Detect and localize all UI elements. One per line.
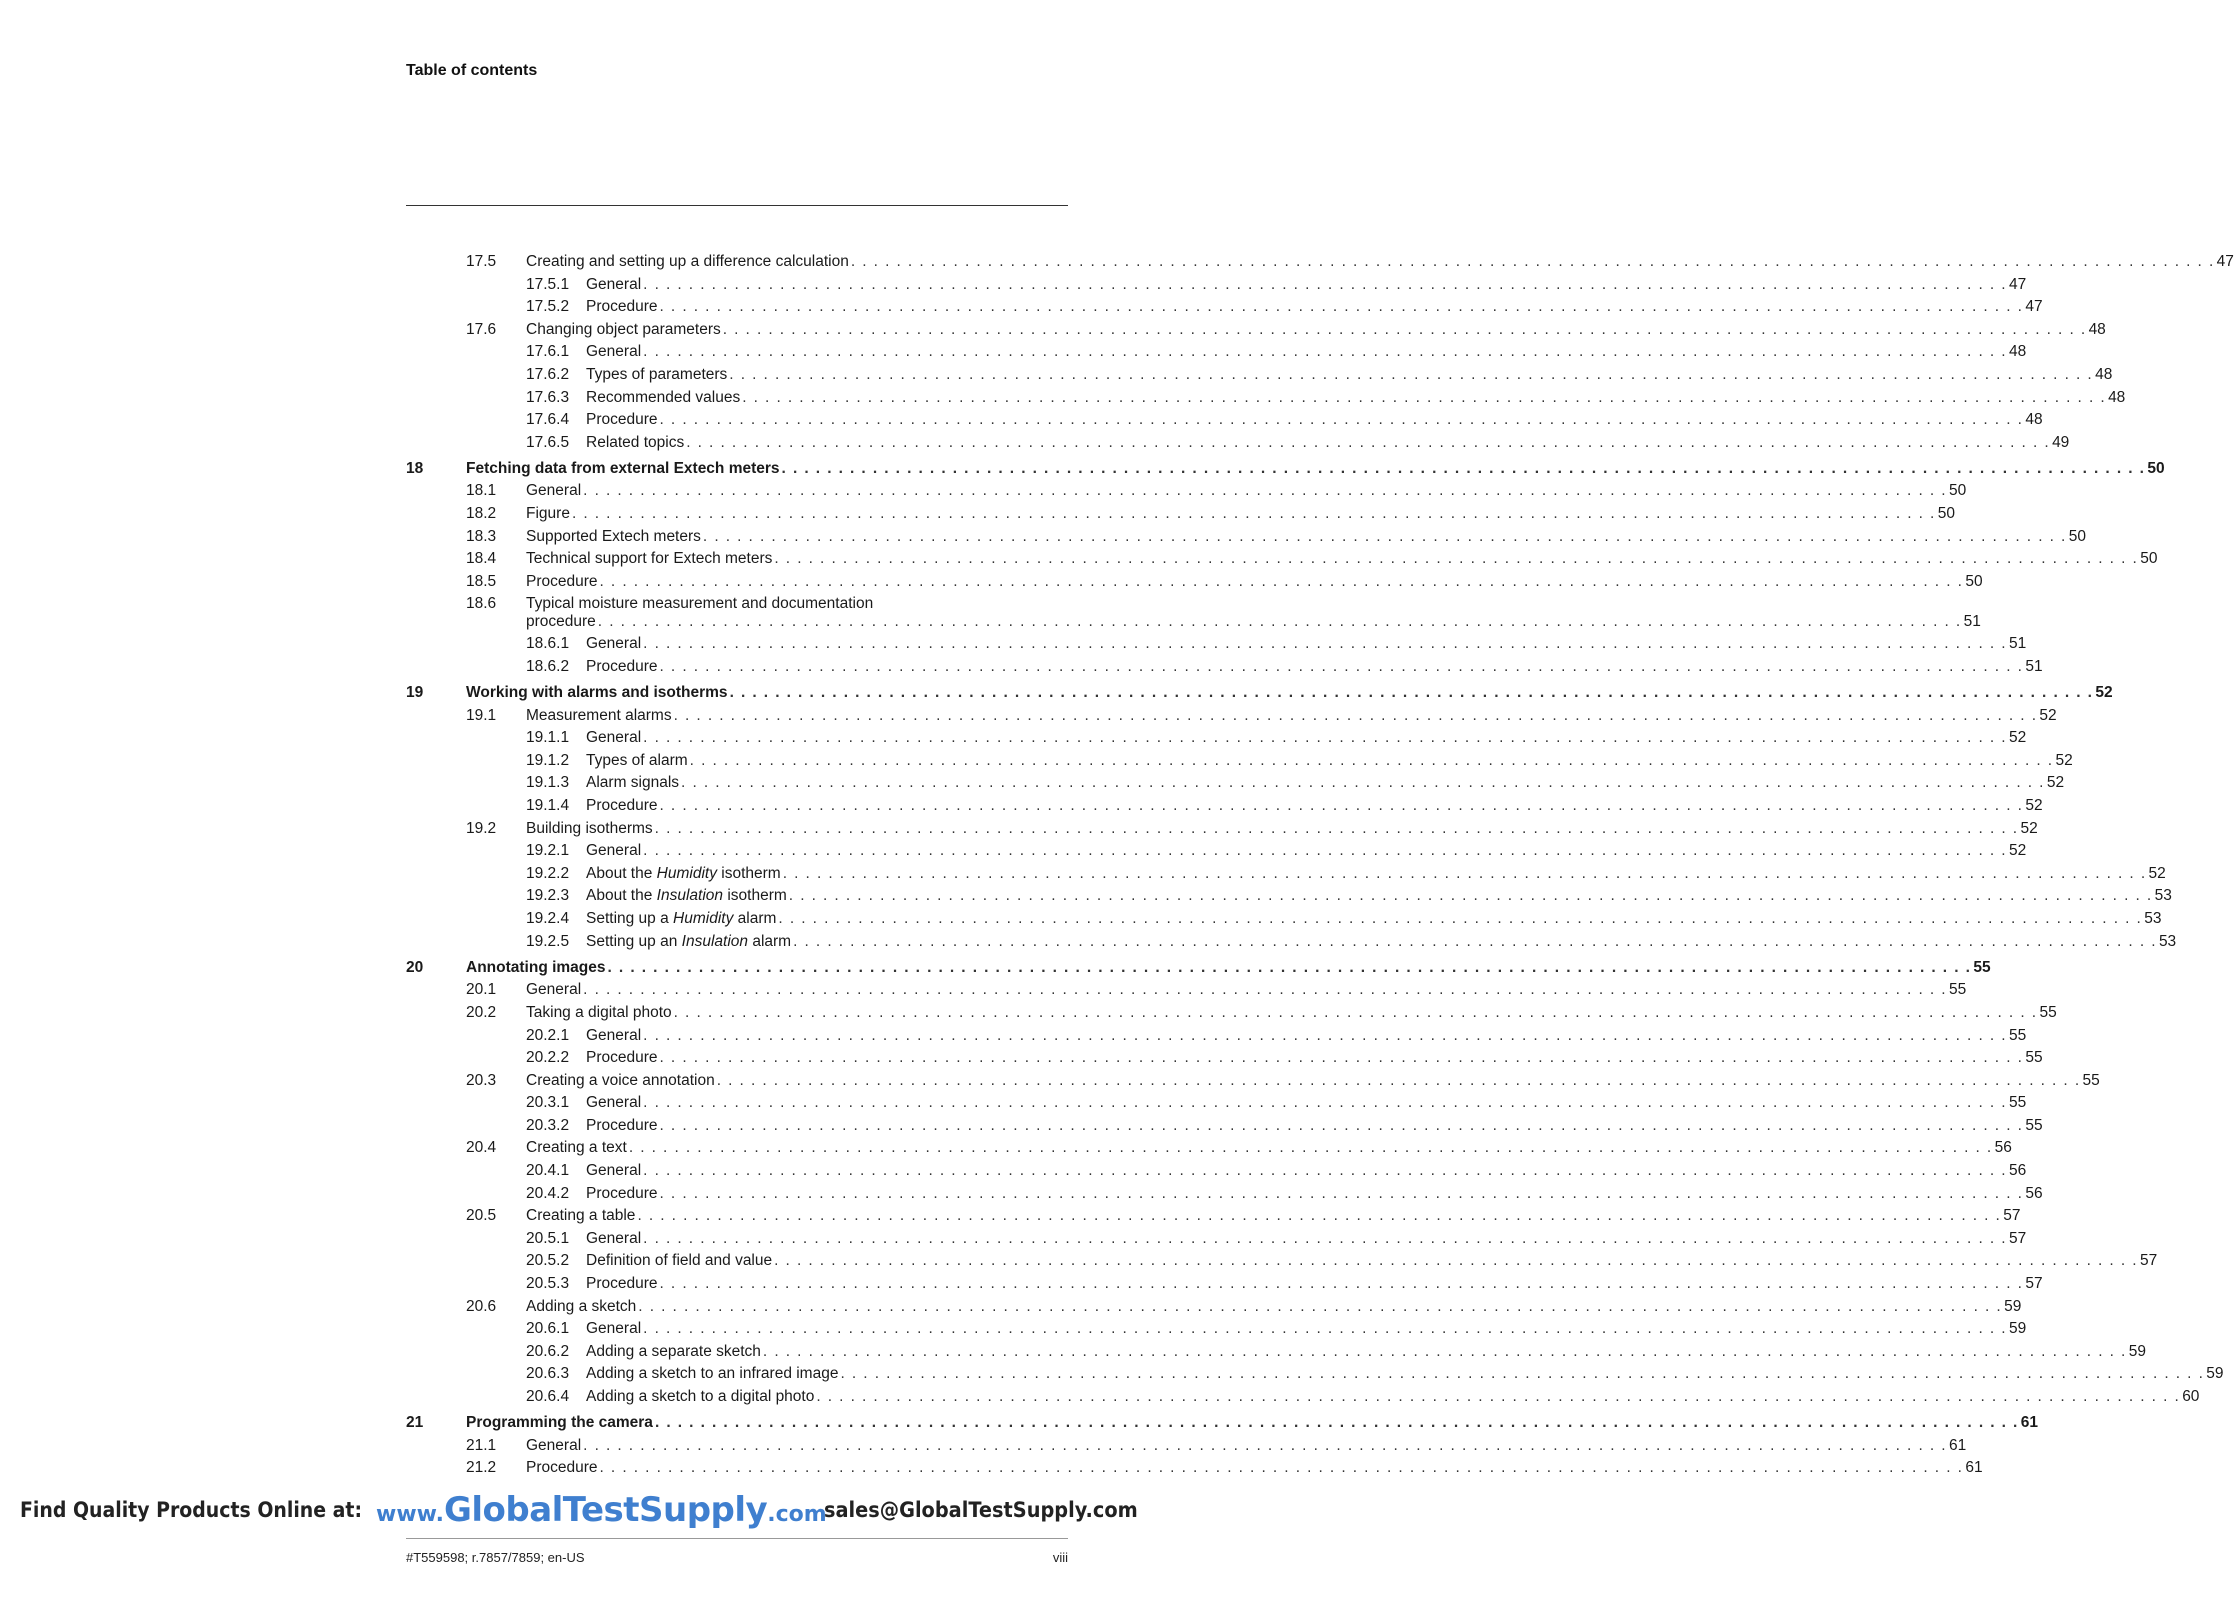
- toc-entry-number: 19.2.4: [526, 910, 570, 928]
- toc-entry-row[interactable]: [406, 656, 2043, 679]
- toc-chapter-row[interactable]: [406, 682, 2113, 705]
- toc-page-number: 59: [2206, 1365, 2224, 1383]
- toc-title-part: alarm: [733, 910, 777, 928]
- toc-dot-leader: . . . . . . . . . . . . . . . . . . . . . . . . . . . . . . . . . . . . . . . . . . . . . . . . . . . . . . . . . . . . . . . . . . . . . . . . . . . . . . . . . . . . . . . . . . . . . . . . . . . . . . . . . . . . . . . . . . . . . . . .: [643, 1026, 2007, 1044]
- toc-entry-title: [586, 885, 787, 908]
- toc-dot-leader: . . . . . . . . . . . . . . . . . . . . . . . . . . . . . . . . . . . . . . . . . . . . . . . . . . . . . . . . . . . . . . . . . . . . . . . . . . . . . . . . . . . . . . . . . . . . . . . . . . . . . . . . . . . . . . . . . . . . . . . .: [643, 729, 2007, 747]
- ad-site-suffix: .com: [767, 1502, 827, 1527]
- toc-page-number: 55: [2025, 1116, 2043, 1134]
- toc-page-number: 48: [2025, 411, 2043, 429]
- toc-title-part: isotherm: [723, 887, 787, 905]
- toc-entry-row[interactable]: [406, 1273, 2043, 1296]
- toc-dot-leader: . . . . . . . . . . . . . . . . . . . . . . . . . . . . . . . . . . . . . . . . . . . . . . . . . . . . . . . . . . . . . . . . . . . . . . . . . . . . . . . . . . . . . . . . . . . . . . . . . . . . . . . . . . . . . . . . . . . . . . . .: [659, 658, 2024, 675]
- toc-entry-row[interactable]: [406, 908, 2162, 931]
- toc-entry-title: Working with alarms and isotherms: [466, 684, 728, 702]
- toc-entry-row[interactable]: [406, 1341, 2146, 1364]
- toc-page-number: 50: [2140, 550, 2158, 568]
- toc-dot-leader: . . . . . . . . . . . . . . . . . . . . . . . . . . . . . . . . . . . . . . . . . . . . . . . . . . . . . . . . . . . . . . . . . . . . . . . . . . . . . . . . . . . . . . . . . . . . . . . . . . . . . . . . . . . . . . . . . . . . . . . .: [643, 343, 2007, 361]
- toc-page-number: 52: [2055, 751, 2073, 769]
- toc-entry-title: Procedure: [586, 1049, 658, 1067]
- toc-entry-title: Types of alarm: [586, 751, 688, 769]
- toc-page-number: 48: [2008, 343, 2027, 361]
- toc-page-number: 59: [2008, 1320, 2027, 1338]
- toc-entry-number: 18.5: [466, 572, 497, 590]
- toc-title-part: isotherm: [716, 864, 781, 882]
- toc-entry-number: 19.2.1: [526, 842, 570, 860]
- toc-dot-leader: . . . . . . . . . . . . . . . . . . . . . . . . . . . . . . . . . . . . . . . . . . . . . . . . . . . . . . . . . . . . . . . . . . . . . . . . . . . . . . . . . . . . . . . . . . . . . . . . . . . . . . . . . . . . . . . . . . . . . . . .: [659, 1049, 2024, 1067]
- toc-page-number: 52: [2020, 819, 2038, 837]
- toc-entry-number: 19: [406, 684, 424, 702]
- toc-entry-number: 20.5.3: [526, 1275, 570, 1293]
- toc-dot-leader: . . . . . . . . . . . . . . . . . . . . . . . . . . . . . . . . . . . . . . . . . . . . . . . . . . . . . . . . . . . . . . . . . . . . . . . . . . . . . . . . . . . . . . . . . . . . . . . . . . . . . . . . . . . . . . . . . . . . . . . .: [681, 774, 2045, 792]
- ad-site-prefix: www.: [376, 1502, 444, 1527]
- toc-entry-title: General: [526, 1436, 582, 1454]
- toc-chapter-row[interactable]: [406, 458, 2165, 481]
- toc-page-number: 55: [2082, 1071, 2100, 1089]
- document-id: #T559598; r.7857/7859; en-US: [406, 1550, 585, 1565]
- toc-dot-leader: . . . . . . . . . . . . . . . . . . . . . . . . . . . . . . . . . . . . . . . . . . . . . . . . . . . . . . . . . . . . . . . . . . . . . . . . . . . . . . . . . . . . . . . . . . . . . . . . . . . . . . . . . . . . . . . . . . . . . . . .: [599, 1459, 1964, 1477]
- toc-entry-number: 18.6.2: [526, 658, 570, 675]
- toc-entry-title: Programming the camera: [466, 1414, 653, 1432]
- toc-entry-title: Changing object parameters: [526, 320, 721, 338]
- toc-page-number: 50: [1965, 572, 1983, 590]
- toc-dot-leader: . . . . . . . . . . . . . . . . . . . . . . . . . . . . . . . . . . . . . . . . . . . . . . . . . . . . . . . . . . . . . . . . . . . . . . . . . . . . . . . . . . . . . . . . . . . . . . . . . . . . . . . . . . . . . . . . . . . . . . . .: [583, 482, 1947, 500]
- toc-entry-title: Related topics: [586, 433, 685, 451]
- toc-dot-leader: . . . . . . . . . . . . . . . . . . . . . . . . . . . . . . . . . . . . . . . . . . . . . . . . . . . . . . . . . . . . . . . . . . . . . . . . . . . . . . . . . . . . . . . . . . . . . . . . . . . . . . . . . . . . . . . . . . . . . . . .: [782, 864, 2147, 882]
- toc-dot-leader: . . . . . . . . . . . . . . . . . . . . . . . . . . . . . . . . . . . . . . . . . . . . . . . . . . . . . . . . . . . . . . . . . . . . . . . . . . . . . . . . . . . . . . . . . . . . . . . . . . . . . . . . . . . . . . . . . . . . . . . .: [659, 1275, 2024, 1293]
- page-title: Table of contents: [406, 62, 538, 79]
- ad-email-link[interactable]: sales@GlobalTestSupply.com: [824, 1498, 1138, 1522]
- toc-dot-leader: . . . . . . . . . . . . . . . . . . . . . . . . . . . . . . . . . . . . . . . . . . . . . . . . . . . . . . . . . . . . . . . . . . . . . . . . . . . . . . . . . . . . . . . . . . . . . . . . . . . . . . . . . . . . . . . . . . . . . . . .: [659, 298, 2024, 316]
- toc-entry-row[interactable]: [406, 571, 1983, 594]
- toc-page-number: 55: [2025, 1049, 2043, 1067]
- toc-dot-leader: . . . . . . . . . . . . . . . . . . . . . . . . . . . . . . . . . . . . . . . . . . . . . . . . . . . . . . . . . . . . . . . . . . . . . . . . . . . . . . . . . . . . . . . . . . . . . . . . . . . . . . . . . . . . . . . . . . . . . . . .: [729, 684, 2094, 702]
- toc-entry-title: Creating a voice annotation: [526, 1071, 715, 1089]
- toc-page-number: 51: [1963, 613, 1981, 631]
- toc-entry-title: Procedure: [586, 411, 658, 429]
- toc-dot-leader: . . . . . . . . . . . . . . . . . . . . . . . . . . . . . . . . . . . . . . . . . . . . . . . . . . . . . . . . . . . . . . . . . . . . . . . . . . . . . . . . . . . . . . . . . . . . . . . . . . . . . . . . . . . . . . . . . . . . . . . .: [673, 1003, 2038, 1021]
- toc-entry-number: 19.2.5: [526, 932, 570, 950]
- toc-entry-row[interactable]: [406, 885, 2172, 908]
- toc-page-number: 50: [2068, 527, 2086, 545]
- toc-page-number: 56: [2008, 1162, 2027, 1180]
- toc-entry-title: Figure: [526, 505, 570, 523]
- toc-title-emphasis: Humidity: [673, 910, 734, 928]
- toc-chapter-row[interactable]: [406, 957, 1991, 980]
- toc-entry-row[interactable]: [406, 1318, 2027, 1341]
- toc-entry-row[interactable]: [406, 1296, 2022, 1319]
- toc-title-emphasis: Insulation: [656, 887, 724, 905]
- toc-entry-row[interactable]: [406, 1183, 2043, 1206]
- toc-entry-number: 18.6: [466, 595, 497, 613]
- toc-entry-row[interactable]: [406, 1386, 2200, 1409]
- toc-dot-leader: . . . . . . . . . . . . . . . . . . . . . . . . . . . . . . . . . . . . . . . . . . . . . . . . . . . . . . . . . . . . . . . . . . . . . . . . . . . . . . . . . . . . . . . . . . . . . . . . . . . . . . . . . . . . . . . . . . . . . . . .: [599, 572, 1964, 590]
- toc-entry-row[interactable]: [406, 409, 2043, 432]
- toc-entry-number: 20.4.2: [526, 1184, 570, 1202]
- toc-entry-number: 20.5.2: [526, 1252, 570, 1270]
- toc-entry-number: 20.3.2: [526, 1116, 570, 1134]
- toc-entry-number: 20.2: [466, 1003, 497, 1021]
- toc-page-number: 55: [2008, 1094, 2027, 1112]
- toc-title-part: Setting up a: [586, 910, 674, 928]
- toc-entry-number: 17.5.2: [526, 298, 570, 316]
- toc-title-emphasis: Humidity: [656, 864, 717, 882]
- toc-entry-number: 17.6.3: [526, 388, 570, 406]
- toc-entry-title: Procedure: [586, 1116, 658, 1134]
- toc-entry-row[interactable]: [406, 432, 2070, 455]
- toc-entry-title: Definition of field and value: [586, 1252, 773, 1270]
- toc-entry-number: 19.1.4: [526, 797, 570, 815]
- toc-entry-title: [586, 863, 781, 886]
- toc-entry-row[interactable]: [406, 1250, 2158, 1273]
- toc-dot-leader: . . . . . . . . . . . . . . . . . . . . . . . . . . . . . . . . . . . . . . . . . . . . . . . . . . . . . . . . . . . . . . . . . . . . . . . . . . . . . . . . . . . . . . . . . . . . . . . . . . . . . . . . . . . . . . . . . . . . . . . .: [702, 527, 2067, 545]
- toc-page-number: 53: [2158, 932, 2177, 950]
- toc-page-number: 61: [2020, 1414, 2039, 1432]
- toc-dot-leader: . . . . . . . . . . . . . . . . . . . . . . . . . . . . . . . . . . . . . . . . . . . . . . . . . . . . . . . . . . . . . . . . . . . . . . . . . . . . . . . . . . . . . . . . . . . . . . . . . . . . . . . . . . . . . . . . . . . . . . . .: [607, 958, 1972, 976]
- toc-dot-leader: . . . . . . . . . . . . . . . . . . . . . . . . . . . . . . . . . . . . . . . . . . . . . . . . . . . . . . . . . . . . . . . . . . . . . . . . . . . . . . . . . . . . . . . . . . . . . . . . . . . . . . . . . . . . . . . . . . . . . . . .: [643, 1229, 2007, 1247]
- toc-entry-row[interactable]: [406, 1025, 2027, 1048]
- toc-entry-number: 19.1.2: [526, 751, 570, 769]
- toc-page-number: 49: [2052, 433, 2070, 451]
- toc-entry-title: Fetching data from external Extech meters: [466, 459, 780, 477]
- toc-dot-leader: . . . . . . . . . . . . . . . . . . . . . . . . . . . . . . . . . . . . . . . . . . . . . . . . . . . . . . . . . . . . . . . . . . . . . . . . . . . . . . . . . . . . . . . . . . . . . . . . . . . . . . . . . . . . . . . . . . . . . . . .: [597, 613, 1962, 631]
- toc-entry-title: Measurement alarms: [526, 706, 672, 724]
- toc-title-part: Setting up an: [586, 932, 682, 950]
- page-number: viii: [1052, 1550, 1068, 1565]
- toc-entry-row[interactable]: [406, 1228, 2027, 1251]
- toc-page-number: 61: [1948, 1436, 1967, 1454]
- toc-entry-row[interactable]: [406, 1070, 2100, 1093]
- toc-page-number: 52: [2046, 774, 2065, 792]
- toc-entry-title: Alarm signals: [586, 774, 680, 792]
- toc-entry-title: Types of parameters: [586, 365, 728, 383]
- toc-entry-title: General: [586, 1094, 642, 1112]
- toc-entry-row[interactable]: [406, 364, 2113, 387]
- toc-entry-title: [586, 908, 776, 931]
- toc-entry-number: 17.5.1: [526, 275, 570, 293]
- toc-dot-leader: . . . . . . . . . . . . . . . . . . . . . . . . . . . . . . . . . . . . . . . . . . . . . . . . . . . . . . . . . . . . . . . . . . . . . . . . . . . . . . . . . . . . . . . . . . . . . . . . . . . . . . . . . . . . . . . . . . . . . . . .: [778, 910, 2143, 928]
- toc-entry-title: Adding a sketch: [526, 1297, 637, 1315]
- toc-entry-row[interactable]: [406, 705, 2057, 728]
- toc-entry-row[interactable]: [406, 1205, 2021, 1228]
- toc-entry-title: Procedure: [586, 797, 658, 815]
- toc-dot-leader: . . . . . . . . . . . . . . . . . . . . . . . . . . . . . . . . . . . . . . . . . . . . . . . . . . . . . . . . . . . . . . . . . . . . . . . . . . . . . . . . . . . . . . . . . . . . . . . . . . . . . . . . . . . . . . . . . . . . . . . .: [774, 1252, 2138, 1270]
- toc-entry-row[interactable]: [406, 1047, 2043, 1070]
- toc-entry-number: 19.2: [466, 819, 497, 837]
- toc-entry-title: General: [586, 729, 642, 747]
- toc-dot-leader: . . . . . . . . . . . . . . . . . . . . . . . . . . . . . . . . . . . . . . . . . . . . . . . . . . . . . . . . . . . . . . . . . . . . . . . . . . . . . . . . . . . . . . . . . . . . . . . . . . . . . . . . . . . . . . . . . . . . . . . .: [840, 1365, 2205, 1383]
- toc-entry-title: General: [586, 1026, 642, 1044]
- toc-entry-row[interactable]: [406, 1002, 2057, 1025]
- toc-entry-number: 19.1.3: [526, 774, 570, 792]
- toc-entry-number: 18.3: [466, 527, 497, 545]
- toc-entry-title: Supported Extech meters: [526, 527, 701, 545]
- toc-entry-number: 20.3: [466, 1071, 497, 1089]
- toc-page-number: 55: [2008, 1026, 2027, 1044]
- toc-page-number: 50: [1948, 482, 1967, 500]
- toc-title-emphasis: Insulation: [681, 932, 749, 950]
- toc-entry-number: 20.6.4: [526, 1388, 570, 1405]
- toc-entry-title: Adding a sketch to a digital photo: [586, 1388, 815, 1405]
- toc-dot-leader: . . . . . . . . . . . . . . . . . . . . . . . . . . . . . . . . . . . . . . . . . . . . . . . . . . . . . . . . . . . . . . . . . . . . . . . . . . . . . . . . . . . . . . . . . . . . . . . . . . . . . . . . . . . . . . . . . . . . . . . .: [793, 932, 2157, 950]
- toc-entry-row[interactable]: [406, 251, 2234, 274]
- toc-page-number: 55: [1948, 981, 1967, 999]
- toc-entry-number: 21.2: [466, 1459, 497, 1477]
- toc-dot-leader: . . . . . . . . . . . . . . . . . . . . . . . . . . . . . . . . . . . . . . . . . . . . . . . . . . . . . . . . . . . . . . . . . . . . . . . . . . . . . . . . . . . . . . . . . . . . . . . . . . . . . . . . . . . . . . . . . . . . . . . .: [628, 1139, 1993, 1157]
- toc-entry-row[interactable]: [406, 387, 2126, 410]
- toc-entry-row[interactable]: [406, 727, 2027, 750]
- toc-entry-title: General: [586, 275, 642, 293]
- toc-dot-leader: . . . . . . . . . . . . . . . . . . . . . . . . . . . . . . . . . . . . . . . . . . . . . . . . . . . . . . . . . . . . . . . . . . . . . . . . . . . . . . . . . . . . . . . . . . . . . . . . . . . . . . . . . . . . . . . . . . . . . . . .: [850, 253, 2215, 270]
- toc-dot-leader: . . . . . . . . . . . . . . . . . . . . . . . . . . . . . . . . . . . . . . . . . . . . . . . . . . . . . . . . . . . . . . . . . . . . . . . . . . . . . . . . . . . . . . . . . . . . . . . . . . . . . . . . . . . . . . . . . . . . . . . .: [689, 751, 2054, 769]
- toc-page-number: 52: [2008, 729, 2027, 747]
- toc-entry-row[interactable]: [406, 526, 2086, 549]
- toc-entry-number: 18: [406, 459, 424, 477]
- toc-entry-number: 20.4.1: [526, 1162, 570, 1180]
- toc-dot-leader: . . . . . . . . . . . . . . . . . . . . . . . . . . . . . . . . . . . . . . . . . . . . . . . . . . . . . . . . . . . . . . . . . . . . . . . . . . . . . . . . . . . . . . . . . . . . . . . . . . . . . . . . . . . . . . . . . . . . . . . .: [673, 706, 2038, 724]
- toc-dot-leader: . . . . . . . . . . . . . . . . . . . . . . . . . . . . . . . . . . . . . . . . . . . . . . . . . . . . . . . . . . . . . . . . . . . . . . . . . . . . . . . . . . . . . . . . . . . . . . . . . . . . . . . . . . . . . . . . . . . . . . . .: [583, 1436, 1947, 1454]
- toc-page-number: 48: [2088, 320, 2106, 338]
- toc-dot-leader: . . . . . . . . . . . . . . . . . . . . . . . . . . . . . . . . . . . . . . . . . . . . . . . . . . . . . . . . . . . . . . . . . . . . . . . . . . . . . . . . . . . . . . . . . . . . . . . . . . . . . . . . . . . . . . . . . . . . . . . .: [637, 1207, 2002, 1225]
- toc-entry-row[interactable]: [406, 840, 2027, 863]
- toc-page-number: 57: [2008, 1229, 2027, 1247]
- toc-title-part: alarm: [748, 932, 792, 950]
- toc-page-number: 51: [2025, 658, 2043, 675]
- ad-site-brand: GlobalTestSupply: [443, 1490, 768, 1530]
- toc-page-number: 55: [1973, 958, 1991, 976]
- toc-entry-title: Procedure: [586, 1275, 658, 1293]
- toc-entry-row[interactable]: [406, 931, 2177, 954]
- toc-entry-number: 17.6.5: [526, 433, 570, 451]
- toc-dot-leader: . . . . . . . . . . . . . . . . . . . . . . . . . . . . . . . . . . . . . . . . . . . . . . . . . . . . . . . . . . . . . . . . . . . . . . . . . . . . . . . . . . . . . . . . . . . . . . . . . . . . . . . . . . . . . . . . . . . . . . . .: [659, 1184, 2024, 1202]
- toc-entry-number: 19.2.2: [526, 864, 570, 882]
- toc-dot-leader: . . . . . . . . . . . . . . . . . . . . . . . . . . . . . . . . . . . . . . . . . . . . . . . . . . . . . . . . . . . . . . . . . . . . . . . . . . . . . . . . . . . . . . . . . . . . . . . . . . . . . . . . . . . . . . . . . . . . . . . .: [654, 1414, 2019, 1432]
- toc-entry-title: [586, 931, 791, 954]
- toc-entry-row[interactable]: [406, 633, 2027, 656]
- toc-entry-title: Procedure: [586, 658, 658, 675]
- toc-entry-title: General: [586, 1229, 642, 1247]
- toc-entry-title: Procedure: [526, 1459, 598, 1477]
- toc-entry-title: Technical support for Extech meters: [526, 550, 773, 568]
- toc-dot-leader: . . . . . . . . . . . . . . . . . . . . . . . . . . . . . . . . . . . . . . . . . . . . . . . . . . . . . . . . . . . . . . . . . . . . . . . . . . . . . . . . . . . . . . . . . . . . . . . . . . . . . . . . . . . . . . . . . . . . . . . .: [781, 459, 2146, 477]
- toc-entry-number: 20: [406, 958, 424, 976]
- toc-dot-leader: . . . . . . . . . . . . . . . . . . . . . . . . . . . . . . . . . . . . . . . . . . . . . . . . . . . . . . . . . . . . . . . . . . . . . . . . . . . . . . . . . . . . . . . . . . . . . . . . . . . . . . . . . . . . . . . . . . . . . . . .: [788, 887, 2153, 905]
- toc-entry-row[interactable]: [406, 1457, 1983, 1480]
- toc-entry-row[interactable]: [406, 296, 2043, 319]
- toc-entry-title: Taking a digital photo: [526, 1003, 672, 1021]
- toc-entry-row[interactable]: [406, 1435, 1967, 1458]
- toc-page-number: 61: [1965, 1459, 1983, 1477]
- toc-dot-leader: . . . . . . . . . . . . . . . . . . . . . . . . . . . . . . . . . . . . . . . . . . . . . . . . . . . . . . . . . . . . . . . . . . . . . . . . . . . . . . . . . . . . . . . . . . . . . . . . . . . . . . . . . . . . . . . . . . . . . . . .: [638, 1297, 2003, 1315]
- toc-dot-leader: . . . . . . . . . . . . . . . . . . . . . . . . . . . . . . . . . . . . . . . . . . . . . . . . . . . . . . . . . . . . . . . . . . . . . . . . . . . . . . . . . . . . . . . . . . . . . . . . . . . . . . . . . . . . . . . . . . . . . . . .: [643, 1094, 2007, 1112]
- toc-entry-row[interactable]: [406, 341, 2027, 364]
- toc-entry-number: 20.4: [466, 1139, 497, 1157]
- toc-entry-title: Creating a text: [526, 1139, 627, 1157]
- toc-entry-number: 19.1: [466, 706, 497, 724]
- toc-page-number: 53: [2144, 910, 2162, 928]
- ad-website-link[interactable]: [376, 1490, 827, 1530]
- toc-page-number: 57: [2003, 1207, 2021, 1225]
- toc-entry-title: Recommended values: [586, 388, 741, 406]
- toc-dot-leader: . . . . . . . . . . . . . . . . . . . . . . . . . . . . . . . . . . . . . . . . . . . . . . . . . . . . . . . . . . . . . . . . . . . . . . . . . . . . . . . . . . . . . . . . . . . . . . . . . . . . . . . . . . . . . . . . . . . . . . . .: [729, 365, 2094, 383]
- toc-entry-number: 18.1: [466, 482, 497, 500]
- toc-entry-title: Adding a sketch to an infrared image: [586, 1365, 839, 1383]
- toc-entry-title: General: [586, 343, 642, 361]
- toc-page-number: 52: [2148, 864, 2166, 882]
- toc-page-number: 48: [2095, 365, 2113, 383]
- toc-entry-title: Typical moisture measurement and documentation: [526, 595, 874, 613]
- toc-entry-number: 20.5: [466, 1207, 497, 1225]
- toc-entry-row[interactable]: [406, 750, 2073, 773]
- toc-entry-row[interactable]: [406, 593, 1981, 633]
- toc-page-number: 52: [2039, 706, 2057, 724]
- ad-tagline: Find Quality Products Online at:: [20, 1498, 363, 1522]
- toc-entry-title: General: [586, 1320, 642, 1338]
- toc-entry-number: 20.2.2: [526, 1049, 570, 1067]
- toc-title-part: About the: [586, 887, 657, 905]
- toc-dot-leader: . . . . . . . . . . . . . . . . . . . . . . . . . . . . . . . . . . . . . . . . . . . . . . . . . . . . . . . . . . . . . . . . . . . . . . . . . . . . . . . . . . . . . . . . . . . . . . . . . . . . . . . . . . . . . . . . . . . . . . . .: [643, 275, 2007, 293]
- toc-entry-number: 19.2.3: [526, 887, 570, 905]
- toc-dot-leader: . . . . . . . . . . . . . . . . . . . . . . . . . . . . . . . . . . . . . . . . . . . . . . . . . . . . . . . . . . . . . . . . . . . . . . . . . . . . . . . . . . . . . . . . . . . . . . . . . . . . . . . . . . . . . . . . . . . . . . . .: [722, 320, 2087, 338]
- toc-page-number: 59: [2128, 1342, 2146, 1360]
- toc-dot-leader: . . . . . . . . . . . . . . . . . . . . . . . . . . . . . . . . . . . . . . . . . . . . . . . . . . . . . . . . . . . . . . . . . . . . . . . . . . . . . . . . . . . . . . . . . . . . . . . . . . . . . . . . . . . . . . . . . . . . . . . .: [762, 1342, 2127, 1360]
- toc-entry-row[interactable]: [406, 319, 2106, 342]
- toc-entry-row[interactable]: [406, 863, 2166, 886]
- toc-page-number: 56: [2025, 1184, 2043, 1202]
- toc-entry-title: Creating a table: [526, 1207, 636, 1225]
- toc-dot-leader: . . . . . . . . . . . . . . . . . . . . . . . . . . . . . . . . . . . . . . . . . . . . . . . . . . . . . . . . . . . . . . . . . . . . . . . . . . . . . . . . . . . . . . . . . . . . . . . . . . . . . . . . . . . . . . . . . . . . . . . .: [659, 411, 2024, 429]
- toc-entry-title: General: [586, 842, 642, 860]
- toc-entry-row[interactable]: [406, 274, 2027, 297]
- toc-entry-number: 18.4: [466, 550, 497, 568]
- toc-page-number: 59: [2004, 1297, 2022, 1315]
- toc-page-number: 50: [1937, 505, 1956, 523]
- toc-page-number: 48: [2108, 388, 2126, 406]
- toc-page-number: 52: [2095, 684, 2113, 702]
- toc-page-number: 51: [2008, 635, 2027, 653]
- toc-dot-leader: . . . . . . . . . . . . . . . . . . . . . . . . . . . . . . . . . . . . . . . . . . . . . . . . . . . . . . . . . . . . . . . . . . . . . . . . . . . . . . . . . . . . . . . . . . . . . . . . . . . . . . . . . . . . . . . . . . . . . . . .: [643, 635, 2007, 653]
- toc-dot-leader: . . . . . . . . . . . . . . . . . . . . . . . . . . . . . . . . . . . . . . . . . . . . . . . . . . . . . . . . . . . . . . . . . . . . . . . . . . . . . . . . . . . . . . . . . . . . . . . . . . . . . . . . . . . . . . . . . . . . . . . .: [654, 819, 2019, 837]
- toc-entry-title: General: [586, 635, 642, 653]
- toc-entry-title: Adding a separate sketch: [586, 1342, 761, 1360]
- toc-entry-number: 21.1: [466, 1436, 497, 1454]
- toc-entry-row[interactable]: [406, 1115, 2043, 1138]
- toc-page-number: 57: [2139, 1252, 2158, 1270]
- toc-entry-number: 17.6.1: [526, 343, 570, 361]
- toc-page-number: 52: [2025, 797, 2043, 815]
- toc-entry-number: 17.6.4: [526, 411, 570, 429]
- toc-entry-number: 20.6.3: [526, 1365, 570, 1383]
- toc-entry-title: Procedure: [586, 298, 658, 316]
- toc-entry-row[interactable]: [406, 1363, 2224, 1386]
- toc-page-number: 60: [2182, 1388, 2200, 1405]
- toc-dot-leader: . . . . . . . . . . . . . . . . . . . . . . . . . . . . . . . . . . . . . . . . . . . . . . . . . . . . . . . . . . . . . . . . . . . . . . . . . . . . . . . . . . . . . . . . . . . . . . . . . . . . . . . . . . . . . . . . . . . . . . . .: [742, 388, 2107, 406]
- toc-page-number: 56: [1994, 1139, 2012, 1157]
- toc-entry-row[interactable]: [406, 795, 2043, 818]
- toc-entry-number: 17.6.2: [526, 365, 570, 383]
- toc-entry-title: Annotating images: [466, 958, 606, 976]
- toc-entry-row[interactable]: [406, 1092, 2027, 1115]
- toc-entry-number: 18.6.1: [526, 635, 570, 653]
- toc-page-number: 57: [2025, 1275, 2043, 1293]
- toc-entry-number: 20.6.2: [526, 1342, 570, 1360]
- toc-title-part: About the: [586, 864, 657, 882]
- toc-entry-number: 18.2: [466, 505, 497, 523]
- toc-entry-title-continued: procedure: [526, 613, 596, 631]
- toc-entry-number: 17.6: [466, 320, 497, 338]
- toc-page-number: 53: [2154, 887, 2172, 905]
- toc-page-number: 47: [2025, 298, 2043, 316]
- header-divider: [406, 205, 1068, 206]
- toc-page-number: 50: [2147, 459, 2165, 477]
- toc-dot-leader: . . . . . . . . . . . . . . . . . . . . . . . . . . . . . . . . . . . . . . . . . . . . . . . . . . . . . . . . . . . . . . . . . . . . . . . . . . . . . . . . . . . . . . . . . . . . . . . . . . . . . . . . . . . . . . . . . . . . . . . .: [583, 981, 1947, 999]
- toc-entry-number: 20.3.1: [526, 1094, 570, 1112]
- toc-chapter-row[interactable]: [406, 1412, 2039, 1435]
- toc-entry-row[interactable]: [406, 772, 2065, 795]
- toc-dot-leader: . . . . . . . . . . . . . . . . . . . . . . . . . . . . . . . . . . . . . . . . . . . . . . . . . . . . . . . . . . . . . . . . . . . . . . . . . . . . . . . . . . . . . . . . . . . . . . . . . . . . . . . . . . . . . . . . . . . . . . . .: [643, 1162, 2007, 1180]
- toc-entry-row[interactable]: [406, 1160, 2027, 1183]
- footer-divider: [406, 1538, 1068, 1539]
- toc-entry-row[interactable]: [406, 480, 1967, 503]
- toc-entry-number: 19.1.1: [526, 729, 570, 747]
- toc-dot-leader: . . . . . . . . . . . . . . . . . . . . . . . . . . . . . . . . . . . . . . . . . . . . . . . . . . . . . . . . . . . . . . . . . . . . . . . . . . . . . . . . . . . . . . . . . . . . . . . . . . . . . . . . . . . . . . . . . . . . . . . .: [643, 842, 2007, 860]
- toc-dot-leader: . . . . . . . . . . . . . . . . . . . . . . . . . . . . . . . . . . . . . . . . . . . . . . . . . . . . . . . . . . . . . . . . . . . . . . . . . . . . . . . . . . . . . . . . . . . . . . . . . . . . . . . . . . . . . . . . . . . . . . . .: [774, 550, 2139, 568]
- toc-dot-leader: . . . . . . . . . . . . . . . . . . . . . . . . . . . . . . . . . . . . . . . . . . . . . . . . . . . . . . . . . . . . . . . . . . . . . . . . . . . . . . . . . . . . . . . . . . . . . . . . . . . . . . . . . . . . . . . . . . . . . . . .: [816, 1388, 2181, 1405]
- toc-page-number: 55: [2039, 1003, 2057, 1021]
- toc-dot-leader: . . . . . . . . . . . . . . . . . . . . . . . . . . . . . . . . . . . . . . . . . . . . . . . . . . . . . . . . . . . . . . . . . . . . . . . . . . . . . . . . . . . . . . . . . . . . . . . . . . . . . . . . . . . . . . . . . . . . . . . .: [659, 1116, 2024, 1134]
- toc-page-number: 47: [2008, 275, 2027, 293]
- toc-dot-leader: . . . . . . . . . . . . . . . . . . . . . . . . . . . . . . . . . . . . . . . . . . . . . . . . . . . . . . . . . . . . . . . . . . . . . . . . . . . . . . . . . . . . . . . . . . . . . . . . . . . . . . . . . . . . . . . . . . . . . . . .: [659, 797, 2024, 815]
- toc-entry-title: Procedure: [526, 572, 598, 590]
- toc-entry-number: 20.6: [466, 1297, 497, 1315]
- toc-entry-title: Procedure: [586, 1184, 658, 1202]
- toc-entry-row[interactable]: [406, 548, 2158, 571]
- toc-dot-leader: . . . . . . . . . . . . . . . . . . . . . . . . . . . . . . . . . . . . . . . . . . . . . . . . . . . . . . . . . . . . . . . . . . . . . . . . . . . . . . . . . . . . . . . . . . . . . . . . . . . . . . . . . . . . . . . . . . . . . . . .: [571, 505, 1936, 523]
- toc-entry-row[interactable]: [406, 979, 1967, 1002]
- toc-entry-number: 20.5.1: [526, 1229, 570, 1247]
- toc-entry-title: General: [526, 981, 582, 999]
- toc-dot-leader: . . . . . . . . . . . . . . . . . . . . . . . . . . . . . . . . . . . . . . . . . . . . . . . . . . . . . . . . . . . . . . . . . . . . . . . . . . . . . . . . . . . . . . . . . . . . . . . . . . . . . . . . . . . . . . . . . . . . . . . .: [686, 433, 2051, 451]
- toc-entry-row[interactable]: [406, 1137, 2012, 1160]
- toc-page-number: 47: [2216, 253, 2234, 270]
- toc-dot-leader: . . . . . . . . . . . . . . . . . . . . . . . . . . . . . . . . . . . . . . . . . . . . . . . . . . . . . . . . . . . . . . . . . . . . . . . . . . . . . . . . . . . . . . . . . . . . . . . . . . . . . . . . . . . . . . . . . . . . . . . .: [643, 1320, 2007, 1338]
- toc-entry-number: 20.2.1: [526, 1026, 570, 1044]
- table-of-contents: [406, 251, 2234, 1480]
- toc-entry-row[interactable]: [406, 503, 1956, 526]
- toc-entry-title: Building isotherms: [526, 819, 653, 837]
- toc-entry-number: 20.6.1: [526, 1320, 570, 1338]
- toc-entry-number: 20.1: [466, 981, 497, 999]
- toc-entry-title: Creating and setting up a difference calculation: [526, 253, 849, 270]
- toc-dot-leader: . . . . . . . . . . . . . . . . . . . . . . . . . . . . . . . . . . . . . . . . . . . . . . . . . . . . . . . . . . . . . . . . . . . . . . . . . . . . . . . . . . . . . . . . . . . . . . . . . . . . . . . . . . . . . . . . . . . . . . . .: [716, 1071, 2081, 1089]
- toc-entry-title: General: [526, 482, 582, 500]
- toc-entry-number: 21: [406, 1414, 424, 1432]
- toc-entry-number: 17.5: [466, 253, 497, 270]
- toc-entry-row[interactable]: [406, 818, 2038, 841]
- toc-page-number: 52: [2008, 842, 2027, 860]
- advertisement-banner: [0, 1490, 1138, 1530]
- toc-entry-title: General: [586, 1162, 642, 1180]
